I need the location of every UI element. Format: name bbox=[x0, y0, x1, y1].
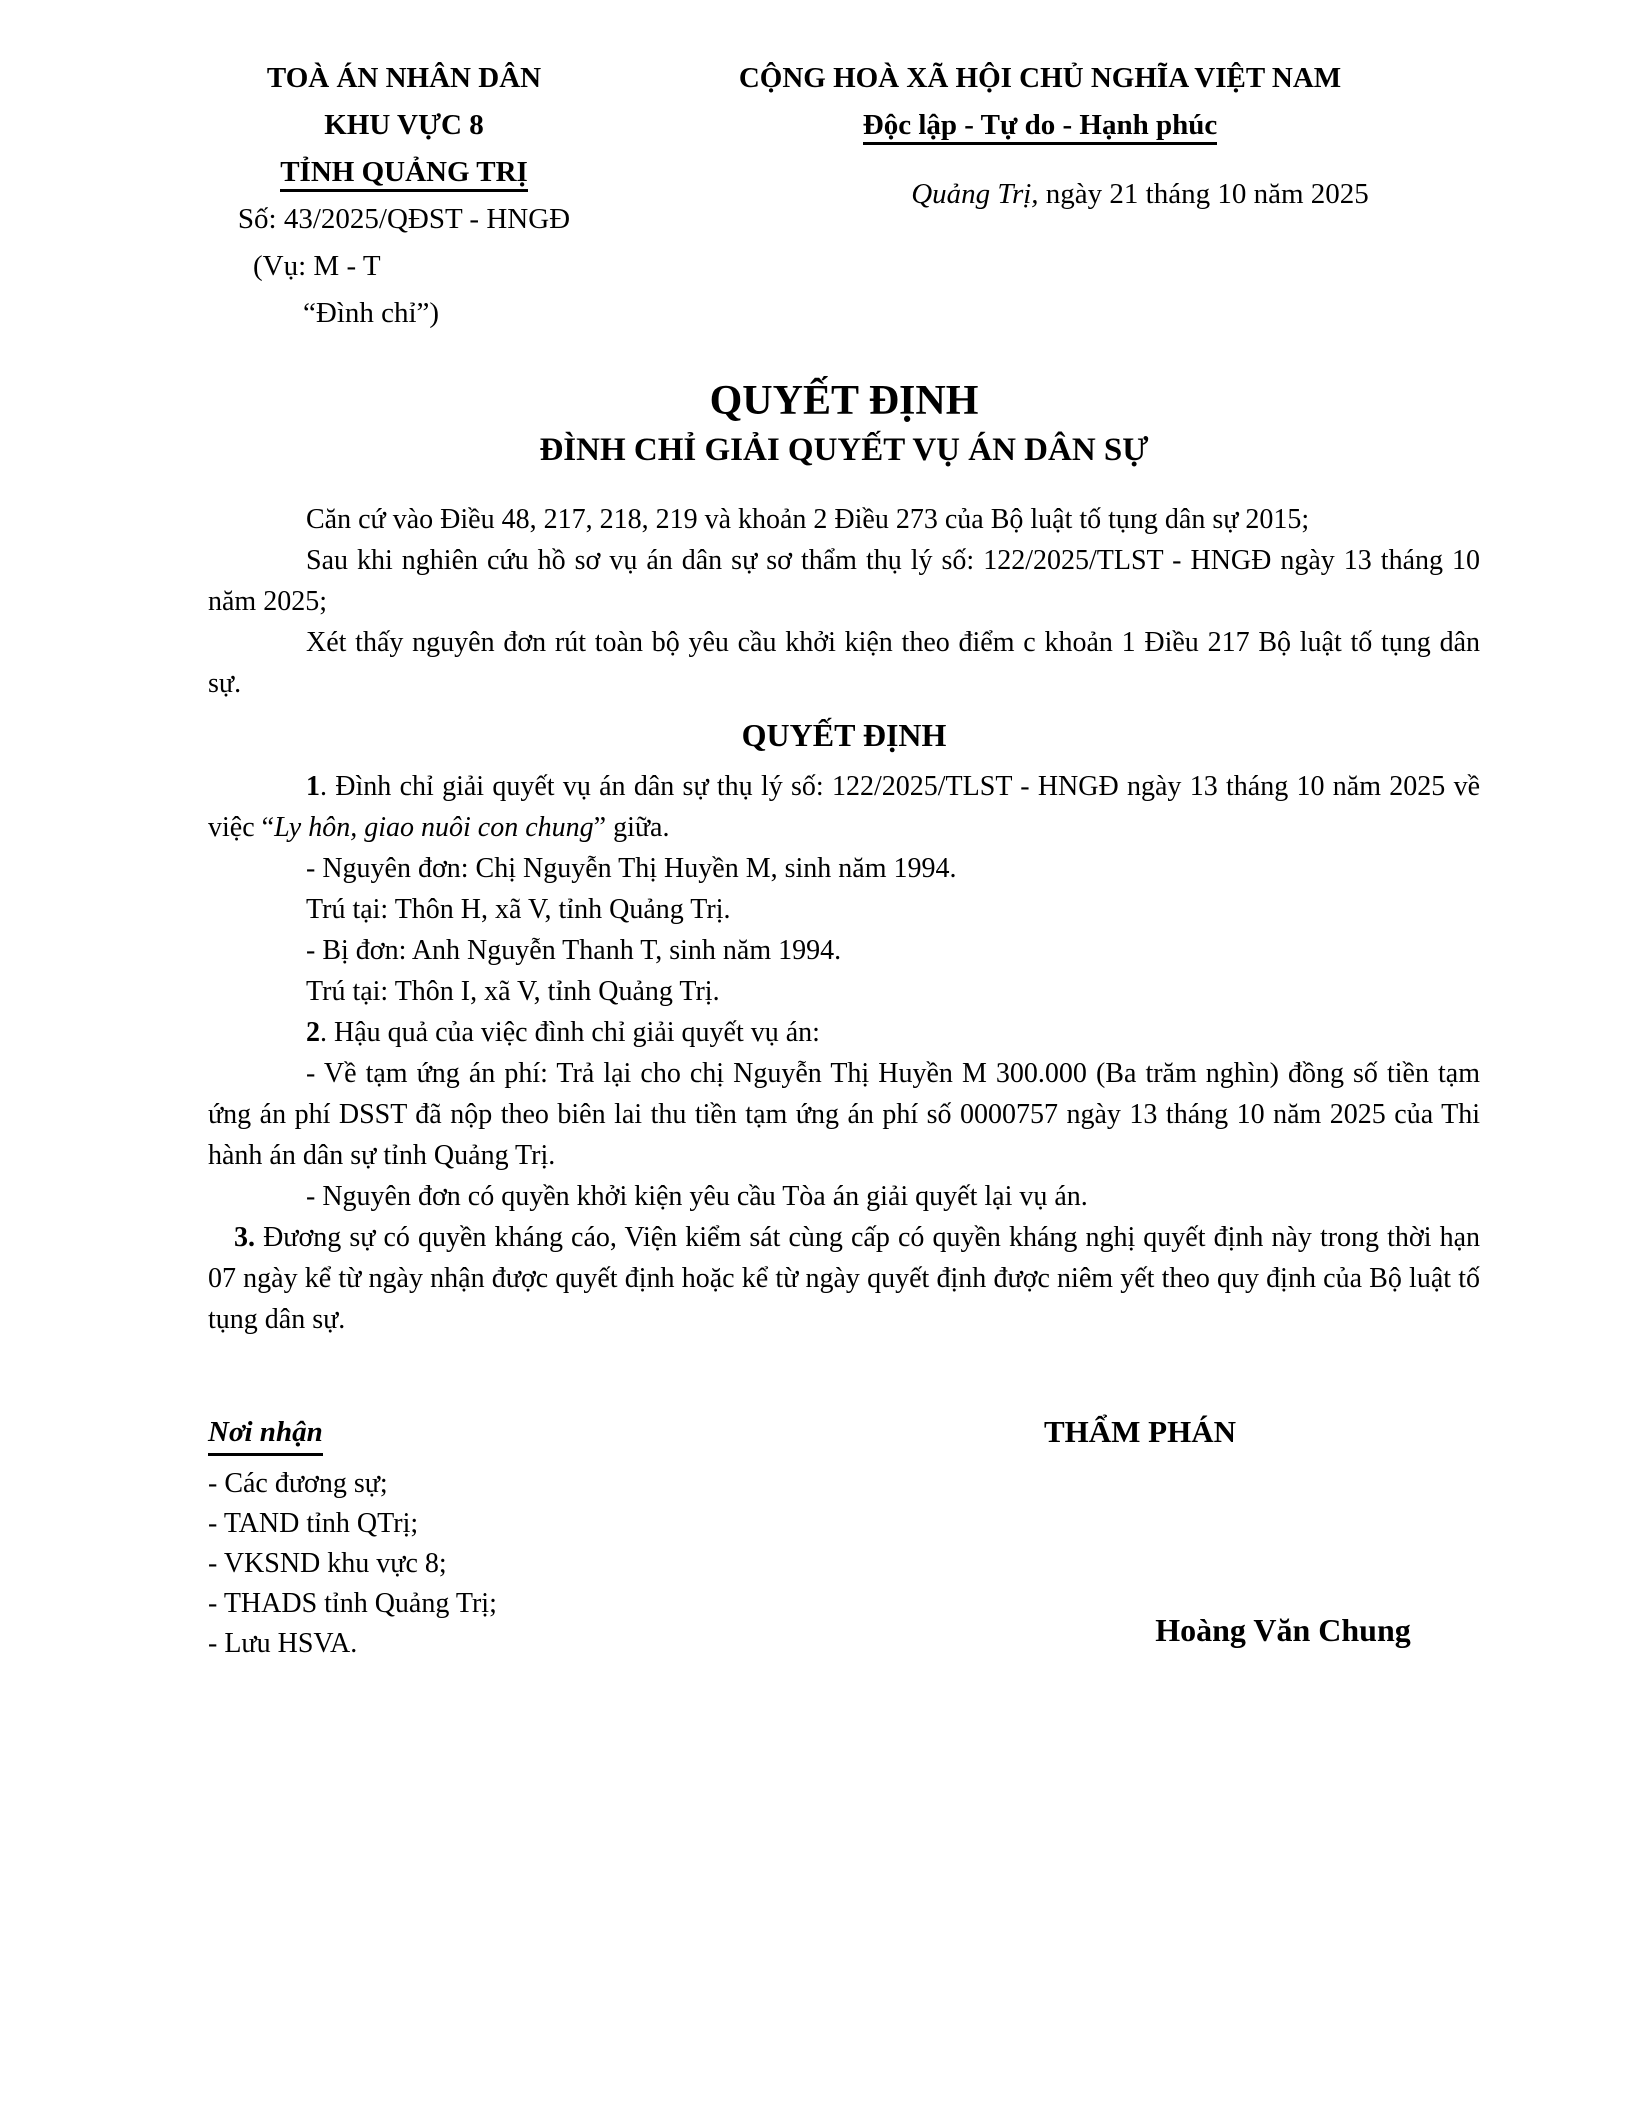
court-name: TOÀ ÁN NHÂN DÂN bbox=[266, 62, 542, 94]
article-3-text: Đương sự có quyền kháng cáo, Viện kiểm sát cùng cấp có quyền kháng nghị quyết định này trong thời hạn 07 ngày kể từ ngày nhận được quyết định hoặc kể từ ngày quyết định được niêm yết theo quy định của Bộ luật tố tụng dân sự. bbox=[208, 1222, 1480, 1335]
party-defendant-address: Trú tại: Thôn I, xã V, tỉnh Quảng Trị. bbox=[306, 976, 720, 1007]
preamble-paragraph-2: Sau khi nghiên cứu hồ sơ vụ án dân sự sơ thẩm thụ lý số: 122/2025/TLST - HNGĐ ngày 13 tháng 10 năm 2025; bbox=[208, 545, 1480, 617]
article-2-text: . Hậu quả của việc đình chỉ giải quyết vụ án: bbox=[320, 1017, 820, 1048]
judge-name: Hoàng Văn Chung bbox=[1155, 1612, 1411, 1648]
recipient-item: - Các đương sự; bbox=[208, 1468, 388, 1499]
country-name: CỘNG HOÀ XÃ HỘI CHỦ NGHĨA VIỆT NAM bbox=[738, 62, 1342, 94]
document-subtitle: ĐÌNH CHỈ GIẢI QUYẾT VỤ ÁN DÂN SỰ bbox=[539, 432, 1149, 468]
article-3-number: 3. bbox=[234, 1222, 255, 1253]
issuing-authority-block bbox=[208, 55, 600, 337]
case-note-line1: (Vụ: M - T bbox=[253, 250, 381, 282]
signature-block bbox=[920, 1412, 1480, 1664]
article-2-number: 2 bbox=[306, 1017, 320, 1048]
national-header-block bbox=[600, 55, 1480, 337]
court-province bbox=[208, 149, 600, 196]
recipient-item: - THADS tỉnh Quảng Trị; bbox=[208, 1588, 497, 1619]
document-header bbox=[208, 55, 1480, 337]
recipient-item: - VKSND khu vực 8; bbox=[208, 1548, 447, 1579]
decision-section-heading: QUYẾT ĐỊNH bbox=[741, 717, 947, 753]
date-text: ngày 21 tháng 10 năm 2025 bbox=[1038, 178, 1369, 210]
document-number: Số: 43/2025/QĐST - HNGĐ bbox=[237, 203, 571, 235]
place-name: Quảng Trị, bbox=[911, 178, 1039, 210]
national-motto bbox=[600, 102, 1480, 149]
recipients-title: Nơi nhận bbox=[208, 1412, 323, 1456]
consequence-fee-refund: - Về tạm ứng án phí: Trả lại cho chị Nguyễn Thị Huyền M 300.000 (Ba trăm nghìn) đồng số tiền tạm ứng án phí DSST đã nộp theo biên lai thu tiền tạm ứng án phí số 0000757 ngày 13 tháng 10 năm 2025 của Thi hành án dân sự tỉnh Quảng Trị. bbox=[208, 1058, 1480, 1171]
place-and-date bbox=[600, 171, 1480, 218]
article-1-text-end: ” giữa. bbox=[593, 812, 670, 843]
preamble-paragraph-1: Căn cứ vào Điều 48, 217, 218, 219 và khoản 2 Điều 273 của Bộ luật tố tụng dân sự 2015; bbox=[306, 504, 1310, 535]
court-region: KHU VỰC 8 bbox=[324, 109, 484, 141]
article-1-case-subject: Ly hôn, giao nuôi con chung bbox=[274, 812, 594, 843]
judge-title: THẨM PHÁN bbox=[1043, 1414, 1236, 1449]
recipients-block bbox=[208, 1412, 920, 1664]
preamble-paragraph-3: Xét thấy nguyên đơn rút toàn bộ yêu cầu khởi kiện theo điểm c khoản 1 Điều 217 Bộ luật tố tụng dân sự. bbox=[208, 627, 1480, 699]
article-1-text: . Đình chỉ giải quyết vụ án dân sự thụ lý số: 122/2025/TLST - HNGĐ ngày 13 tháng 10 năm 2025 về việc “ bbox=[208, 771, 1480, 843]
court-province-text: TỈNH QUẢNG TRỊ bbox=[280, 156, 528, 192]
document-footer bbox=[208, 1412, 1480, 1664]
article-1-number: 1 bbox=[306, 771, 320, 802]
recipient-item: - Lưu HSVA. bbox=[208, 1628, 358, 1659]
article-3 bbox=[208, 1217, 1480, 1340]
article-2 bbox=[208, 1012, 1480, 1053]
party-defendant: - Bị đơn: Anh Nguyễn Thanh T, sinh năm 1994. bbox=[306, 935, 842, 966]
consequence-refiling-right: - Nguyên đơn có quyền khởi kiện yêu cầu Tòa án giải quyết lại vụ án. bbox=[306, 1181, 1088, 1212]
recipient-item: - TAND tỉnh QTrị; bbox=[208, 1508, 419, 1539]
party-plaintiff: - Nguyên đơn: Chị Nguyễn Thị Huyền M, sinh năm 1994. bbox=[306, 853, 957, 884]
document-title: QUYẾT ĐỊNH bbox=[709, 378, 979, 424]
party-plaintiff-address: Trú tại: Thôn H, xã V, tỉnh Quảng Trị. bbox=[306, 894, 731, 925]
document-body bbox=[208, 499, 1480, 1340]
document-title-block bbox=[208, 375, 1480, 473]
national-motto-text: Độc lập - Tự do - Hạnh phúc bbox=[863, 109, 1218, 145]
case-note-line2: “Đình chỉ”) bbox=[303, 297, 440, 329]
article-1 bbox=[208, 766, 1480, 848]
